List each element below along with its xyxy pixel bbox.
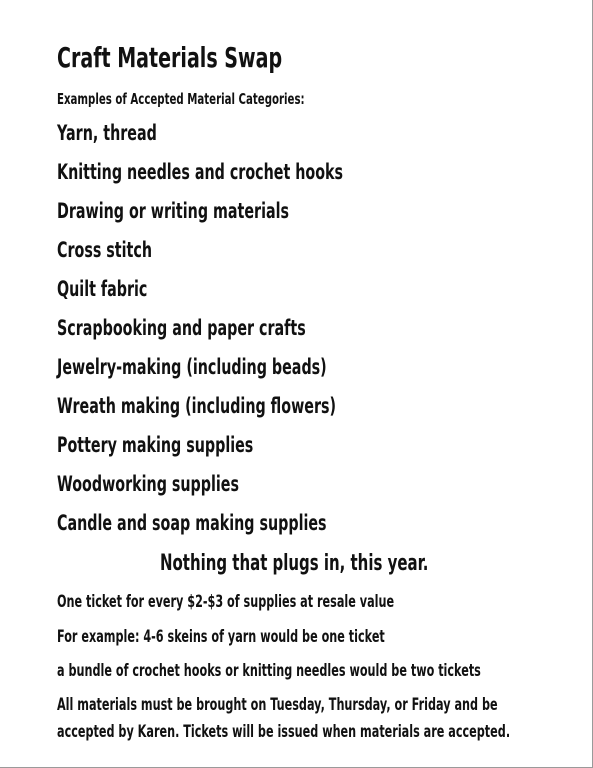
category-item-cross-stitch: Cross stitch — [57, 238, 152, 262]
categories-heading: Examples of Accepted Material Categories: — [57, 90, 305, 108]
rule-example-yarn: For example: 4-6 skeins of yarn would be one ticket — [57, 627, 385, 646]
rule-example-hooks: a bundle of crochet hooks or knitting needles would be two tickets — [57, 661, 481, 680]
page-title: Craft Materials Swap — [57, 41, 283, 74]
category-item-candle-soap: Candle and soap making supplies — [57, 511, 327, 535]
rule-ticket-value: One ticket for every $2-$3 of supplies at resale value — [57, 592, 395, 611]
category-item-pottery: Pottery making supplies — [57, 433, 254, 457]
category-item-jewelry: Jewelry-making (including beads) — [57, 355, 327, 379]
rule-drop-off-line1: All materials must be brought on Tuesday, Thursday, or Friday and be — [57, 695, 498, 714]
category-item-yarn: Yarn, thread — [57, 121, 157, 145]
category-item-drawing: Drawing or writing materials — [57, 199, 290, 223]
rule-drop-off-line2: accepted by Karen. Tickets will be issued when materials are accepted. — [57, 722, 511, 741]
no-electronics-notice: Nothing that plugs in, this year. — [160, 551, 429, 576]
category-item-woodworking: Woodworking supplies — [57, 472, 239, 496]
category-item-scrapbooking: Scrapbooking and paper crafts — [57, 316, 306, 340]
category-item-wreath: Wreath making (including flowers) — [57, 394, 337, 418]
category-item-quilt: Quilt fabric — [57, 277, 148, 301]
category-item-knitting: Knitting needles and crochet hooks — [57, 160, 344, 184]
